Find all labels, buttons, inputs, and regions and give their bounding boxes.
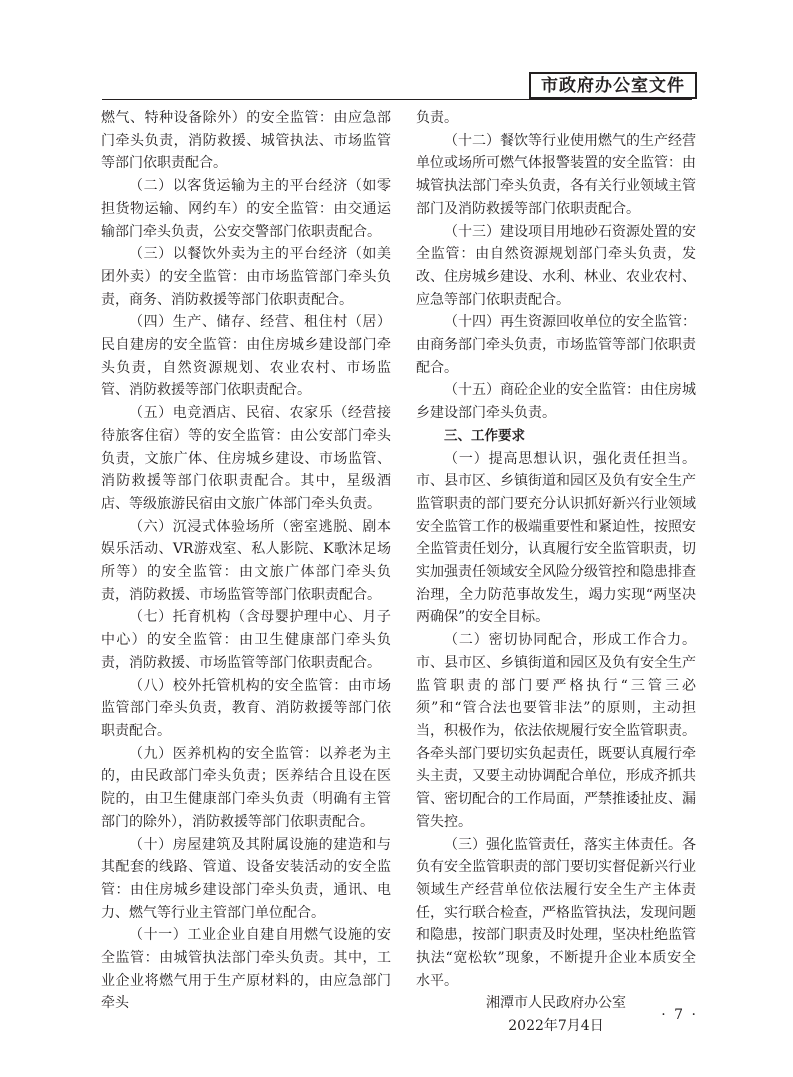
paragraph: （九）医养机构的安全监管：以养老为主的，由民政部门牵头负责；医养结合且设在医院的，由卫生健康部门牵头负责（明确有主管部门的除外），消防救援等部门依职责配合。: [101, 745, 391, 830]
issuer-signature: 湘潭市人民政府办公室: [486, 995, 626, 1012]
paragraph: （五）电竞酒店、民宿、农家乐（经营接待旅客住宿）等的安全监管：由公安部门牵头负责，文旅广体、住房城乡建设、市场监管、消防救援等部门依职责配合。其中，星级酒店、等级旅游民宿由文旅广体部门牵头负责。: [101, 405, 391, 512]
paragraph: （四）生产、储存、经营、租住村（居）民自建房的安全监管：由住房城乡建设部门牵头负责，自然资源规划、农业农村、市场监管、消防救援等部门依职责配合。: [101, 314, 391, 399]
paragraph: （十四）再生资源回收单位的安全监管：由商务部门牵头负责，市场监管等部门依职责配合。: [416, 314, 696, 376]
page-number: · 7 ·: [661, 1007, 698, 1023]
left-column: [101, 107, 391, 1015]
paragraph: （十）房屋建筑及其附属设施的建造和与其配套的线路、管道、设备安装活动的安全监管：由住房城乡建设部门牵头负责，通讯、电力、燃气等行业主管部门单位配合。: [101, 836, 391, 921]
paragraph: 燃气、特种设备除外）的安全监管：由应急部门牵头负责，消防救援、城管执法、市场监管等部门依职责配合。: [101, 110, 391, 172]
paragraph: （十二）餐饮等行业使用燃气的生产经营单位或场所可燃气体报警装置的安全监管：由城管执法部门牵头负责，各有关行业领域主管部门及消防救援等部门依职责配合。: [416, 132, 696, 217]
paragraph: （八）校外托管机构的安全监管：由市场监管部门牵头负责，教育、消防救援等部门依职责配合。: [101, 677, 391, 739]
paragraph: （二）以客货运输为主的平台经济（如零担货物运输、网约车）的安全监管：由交通运输部门牵头负责，公安交警部门依职责配合。: [101, 178, 391, 240]
issue-date: 2022年7月4日: [508, 1018, 604, 1035]
section-header: 市政府办公室文件: [529, 72, 697, 99]
right-column: [416, 107, 696, 1038]
header-rule: [102, 99, 692, 100]
paragraph: （一）提高思想认识，强化责任担当。市、县市区、乡镇街道和园区及负有安全生产监管职责的部门要充分认识抓好新兴行业领域安全监管工作的极端重要性和紧迫性，按照安全监管责任划分，认真履行安全监管职责，切实加强责任领域安全风险分级管控和隐患排查治理，全力防范事故发生，竭力实现“两坚决两确保”的安全目标。: [416, 450, 696, 626]
section-heading: 三、工作要求: [444, 427, 525, 444]
paragraph: （六）沉浸式体验场所（密室逃脱、剧本娱乐活动、VR游戏室、私人影院、K歌沐足场所等）的安全监管：由文旅广体部门牵头负责，消防救援、市场监管等部门依职责配合。: [101, 518, 391, 603]
paragraph: （三）强化监管责任，落实主体责任。各负有安全监管职责的部门要切实督促新兴行业领域生产经营单位依法履行安全生产主体责任，实行联合检查，严格监管执法，发现问题和隐患，按部门职责及时处理，坚决杜绝监管执法“宽松软”现象，不断提升企业本质安全水平。: [416, 836, 696, 989]
paragraph: 负责。: [416, 110, 458, 126]
paragraph: （十三）建设项目用地砂石资源处置的安全监管：由自然资源规划部门牵头负责，发改、住房城乡建设、水利、林业、农业农村、应急等部门依职责配合。: [416, 223, 696, 308]
paragraph: （二）密切协同配合，形成工作合力。市、县市区、乡镇街道和园区及负有安全生产监管职责的部门要严格执行“三管三必须”和“管合法也要管非法”的原则，主动担当，积极作为，依法依规履行安全监管职责。各牵头部门要切实负起责任，既要认真履行牵头主责，又要主动协调配合单位，形成齐抓共管、密切配合的工作局面，严禁推诿扯皮、漏管失控。: [416, 632, 696, 830]
paragraph: （十五）商砼企业的安全监管：由住房城乡建设部门牵头负责。: [416, 382, 696, 422]
paragraph: （三）以餐饮外卖为主的平台经济（如美团外卖）的安全监管：由市场监管部门牵头负责，商务、消防救援等部门依职责配合。: [101, 246, 391, 308]
paragraph: （七）托育机构（含母婴护理中心、月子中心）的安全监管：由卫生健康部门牵头负责，消防救援、市场监管等部门依职责配合。: [101, 609, 391, 671]
paragraph: （十一）工业企业自建自用燃气设施的安全监管：由城管执法部门牵头负责。其中，工业企业将燃气用于生产原材料的，由应急部门牵头: [101, 927, 391, 1012]
